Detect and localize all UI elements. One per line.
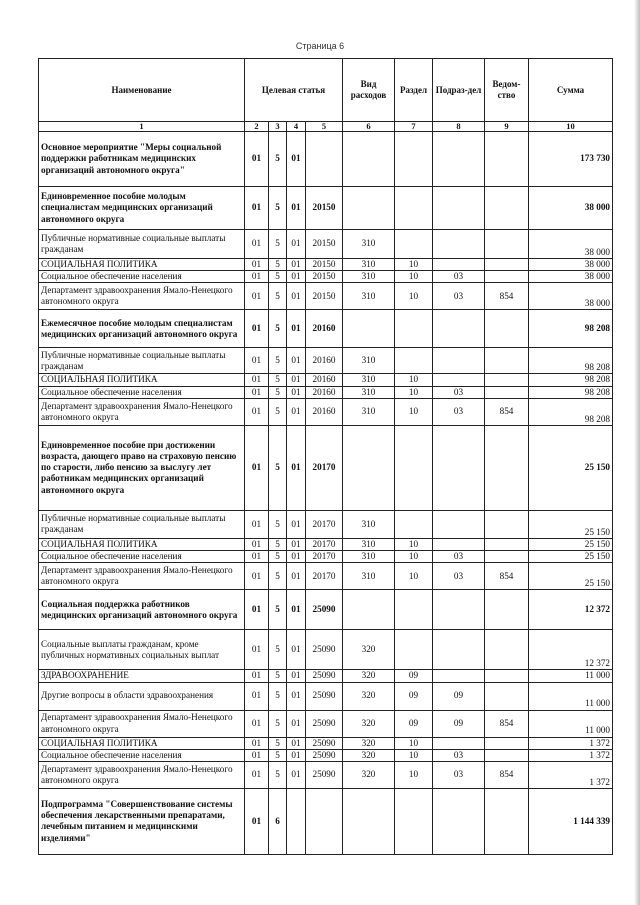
row-sum: 12 372 <box>529 590 613 630</box>
target-article-part3: 01 <box>287 283 306 310</box>
row-name: Социальная поддержка работников медицинских организаций автономного округа <box>39 590 245 630</box>
target-article-part2: 5 <box>269 749 287 761</box>
header-sum: Сумма <box>529 59 613 122</box>
department-code <box>485 374 529 386</box>
row-sum: 1 144 339 <box>529 788 613 854</box>
row-sum: 25 150 <box>529 425 613 510</box>
row-name: СОЦИАЛЬНАЯ ПОЛИТИКА <box>39 737 245 749</box>
row-sum: 38 000 <box>529 283 613 310</box>
row-sum: 12 372 <box>529 630 613 670</box>
row-name: Публичные нормативные социальные выплаты гражданам <box>39 510 245 538</box>
department-code <box>485 187 529 230</box>
row-sum: 38 000 <box>529 271 613 283</box>
department-code <box>485 132 529 187</box>
target-article-part3: 01 <box>287 425 306 510</box>
subsection-code: 03 <box>433 749 485 761</box>
row-name: Публичные нормативные социальные выплаты гражданам <box>39 348 245 374</box>
row-name: Основное мероприятие "Меры социальной поддержки работникам медицинских организаций автономного округа" <box>39 132 245 187</box>
subsection-code <box>433 425 485 510</box>
target-article-part3: 01 <box>287 670 306 682</box>
subsection-code: 03 <box>433 551 485 563</box>
table-row <box>39 761 613 788</box>
page-number-label: Страница 6 <box>295 41 345 51</box>
expense-kind: 310 <box>343 510 395 538</box>
section-code <box>395 510 433 538</box>
row-sum: 173 730 <box>529 132 613 187</box>
department-code: 854 <box>485 283 529 310</box>
subsection-code <box>433 132 485 187</box>
section-code <box>395 425 433 510</box>
section-code: 10 <box>395 398 433 425</box>
target-article-part1: 01 <box>245 230 269 259</box>
row-sum: 98 208 <box>529 398 613 425</box>
target-article-part1: 01 <box>245 283 269 310</box>
table-row <box>39 710 613 737</box>
department-code <box>485 386 529 398</box>
row-name: Публичные нормативные социальные выплаты гражданам <box>39 230 245 259</box>
target-article-part1: 01 <box>245 310 269 348</box>
header-target-article: Целевая статья <box>245 59 343 122</box>
scan-edge-shadow <box>634 0 640 905</box>
target-article-code: 25090 <box>306 710 343 737</box>
target-article-code: 20170 <box>306 551 343 563</box>
subsection-code: 03 <box>433 398 485 425</box>
target-article-code: 20150 <box>306 259 343 271</box>
target-article-part2: 5 <box>269 737 287 749</box>
target-article-part2: 5 <box>269 283 287 310</box>
department-code <box>485 348 529 374</box>
column-number: 5 <box>306 122 343 132</box>
target-article-part2: 5 <box>269 187 287 230</box>
target-article-part3: 01 <box>287 386 306 398</box>
target-article-part3 <box>287 788 306 854</box>
target-article-part2: 5 <box>269 670 287 682</box>
department-code <box>485 682 529 710</box>
expense-kind: 310 <box>343 538 395 550</box>
row-name: Социальные выплаты гражданам, кроме публичных нормативных социальных выплат <box>39 630 245 670</box>
target-article-part1: 01 <box>245 563 269 590</box>
target-article-code: 25090 <box>306 682 343 710</box>
department-code <box>485 630 529 670</box>
subsection-code: 03 <box>433 563 485 590</box>
target-article-code: 25090 <box>306 630 343 670</box>
target-article-part3: 01 <box>287 563 306 590</box>
expense-kind: 310 <box>343 563 395 590</box>
table-row <box>39 682 613 710</box>
expense-kind: 310 <box>343 259 395 271</box>
department-code <box>485 259 529 271</box>
target-article-code: 20170 <box>306 538 343 550</box>
header-department: Ведом-ство <box>485 59 529 122</box>
section-code: 09 <box>395 710 433 737</box>
table-row <box>39 230 613 259</box>
subsection-code <box>433 538 485 550</box>
target-article-part3: 01 <box>287 187 306 230</box>
subsection-code <box>433 510 485 538</box>
section-code <box>395 310 433 348</box>
target-article-part1: 01 <box>245 788 269 854</box>
target-article-part3: 01 <box>287 230 306 259</box>
table-row <box>39 788 613 854</box>
subsection-code <box>433 374 485 386</box>
header-subsection: Подраз-дел <box>433 59 485 122</box>
target-article-part1: 01 <box>245 187 269 230</box>
table-row <box>39 590 613 630</box>
row-name: Единовременное пособие молодым специалистам медицинских организаций автономного округа <box>39 187 245 230</box>
target-article-code <box>306 132 343 187</box>
row-name: Ежемесячное пособие молодым специалистам медицинских организаций автономного округа <box>39 310 245 348</box>
subsection-code <box>433 187 485 230</box>
expense-kind <box>343 788 395 854</box>
target-article-part1: 01 <box>245 259 269 271</box>
target-article-part2: 5 <box>269 259 287 271</box>
column-number: 9 <box>485 122 529 132</box>
table-row <box>39 259 613 271</box>
budget-table <box>38 58 613 855</box>
target-article-code: 20150 <box>306 230 343 259</box>
target-article-part3: 01 <box>287 510 306 538</box>
target-article-part1: 01 <box>245 630 269 670</box>
subsection-code: 03 <box>433 386 485 398</box>
department-code <box>485 510 529 538</box>
row-name: СОЦИАЛЬНАЯ ПОЛИТИКА <box>39 538 245 550</box>
target-article-part2: 5 <box>269 310 287 348</box>
row-name: Департамент здравоохранения Ямало-Ненецкого автономного округа <box>39 761 245 788</box>
target-article-code: 20160 <box>306 310 343 348</box>
target-article-part1: 01 <box>245 425 269 510</box>
section-code <box>395 348 433 374</box>
expense-kind <box>343 310 395 348</box>
section-code: 10 <box>395 761 433 788</box>
section-code <box>395 187 433 230</box>
department-code <box>485 551 529 563</box>
section-code: 10 <box>395 283 433 310</box>
section-code <box>395 590 433 630</box>
target-article-part3: 01 <box>287 348 306 374</box>
target-article-part3: 01 <box>287 538 306 550</box>
target-article-part2: 5 <box>269 590 287 630</box>
department-code <box>485 737 529 749</box>
target-article-part1: 01 <box>245 386 269 398</box>
row-name: Социальное обеспечение населения <box>39 551 245 563</box>
row-sum: 25 150 <box>529 551 613 563</box>
target-article-part1: 01 <box>245 710 269 737</box>
header-section: Раздел <box>395 59 433 122</box>
row-name: Социальное обеспечение населения <box>39 749 245 761</box>
section-code <box>395 630 433 670</box>
column-number: 3 <box>269 122 287 132</box>
row-sum: 25 150 <box>529 538 613 550</box>
target-article-part1: 01 <box>245 538 269 550</box>
row-sum: 11 000 <box>529 682 613 710</box>
column-number: 10 <box>529 122 613 132</box>
target-article-code: 20160 <box>306 398 343 425</box>
target-article-code: 20150 <box>306 283 343 310</box>
target-article-part1: 01 <box>245 398 269 425</box>
column-number: 6 <box>343 122 395 132</box>
target-article-part1: 01 <box>245 761 269 788</box>
target-article-code <box>306 788 343 854</box>
department-code: 854 <box>485 710 529 737</box>
section-code <box>395 132 433 187</box>
row-name: Подпрограмма "Совершенствование системы обеспечения лекарственными препаратами, лечебным питанием и медицинскими изделиями" <box>39 788 245 854</box>
expense-kind: 310 <box>343 386 395 398</box>
column-number: 1 <box>39 122 245 132</box>
expense-kind: 310 <box>343 374 395 386</box>
table-row <box>39 310 613 348</box>
table-row <box>39 551 613 563</box>
target-article-code: 20170 <box>306 563 343 590</box>
department-code <box>485 538 529 550</box>
table-row <box>39 283 613 310</box>
subsection-code <box>433 788 485 854</box>
department-code <box>485 230 529 259</box>
expense-kind: 320 <box>343 761 395 788</box>
target-article-part1: 01 <box>245 271 269 283</box>
table-row <box>39 348 613 374</box>
target-article-part1: 01 <box>245 510 269 538</box>
section-code: 10 <box>395 551 433 563</box>
expense-kind: 320 <box>343 682 395 710</box>
row-sum: 98 208 <box>529 310 613 348</box>
expense-kind: 310 <box>343 283 395 310</box>
target-article-part2: 5 <box>269 398 287 425</box>
table-row <box>39 749 613 761</box>
row-sum: 25 150 <box>529 510 613 538</box>
target-article-part2: 5 <box>269 271 287 283</box>
target-article-code: 20160 <box>306 374 343 386</box>
subsection-code: 03 <box>433 761 485 788</box>
department-code <box>485 788 529 854</box>
target-article-code: 25090 <box>306 590 343 630</box>
row-name: Департамент здравоохранения Ямало-Ненецкого автономного округа <box>39 398 245 425</box>
target-article-code: 20150 <box>306 271 343 283</box>
target-article-part2: 5 <box>269 682 287 710</box>
section-code: 09 <box>395 682 433 710</box>
target-article-code: 20170 <box>306 510 343 538</box>
row-sum: 1 372 <box>529 737 613 749</box>
target-article-part1: 01 <box>245 749 269 761</box>
section-code: 10 <box>395 271 433 283</box>
target-article-part2: 5 <box>269 425 287 510</box>
department-code <box>485 425 529 510</box>
section-code <box>395 788 433 854</box>
expense-kind: 320 <box>343 737 395 749</box>
target-article-part2: 6 <box>269 788 287 854</box>
target-article-part3: 01 <box>287 398 306 425</box>
section-code: 10 <box>395 563 433 590</box>
target-article-part3: 01 <box>287 630 306 670</box>
target-article-part2: 5 <box>269 710 287 737</box>
target-article-part2: 5 <box>269 563 287 590</box>
department-code <box>485 590 529 630</box>
table-body <box>39 132 613 855</box>
expense-kind <box>343 132 395 187</box>
target-article-part1: 01 <box>245 737 269 749</box>
department-code <box>485 670 529 682</box>
target-article-code: 25090 <box>306 670 343 682</box>
subsection-code <box>433 590 485 630</box>
target-article-part2: 5 <box>269 132 287 187</box>
department-code <box>485 749 529 761</box>
table-row <box>39 398 613 425</box>
target-article-part2: 5 <box>269 374 287 386</box>
table-header <box>39 59 613 132</box>
row-sum: 98 208 <box>529 374 613 386</box>
expense-kind <box>343 187 395 230</box>
table-row <box>39 737 613 749</box>
table-row <box>39 271 613 283</box>
department-code <box>485 310 529 348</box>
target-article-code: 20160 <box>306 348 343 374</box>
expense-kind <box>343 590 395 630</box>
target-article-code: 25090 <box>306 737 343 749</box>
expense-kind: 310 <box>343 348 395 374</box>
target-article-part3: 01 <box>287 590 306 630</box>
subsection-code: 09 <box>433 710 485 737</box>
expense-kind: 320 <box>343 630 395 670</box>
section-code: 10 <box>395 538 433 550</box>
target-article-code: 20160 <box>306 386 343 398</box>
subsection-code <box>433 230 485 259</box>
table-row <box>39 374 613 386</box>
expense-kind: 310 <box>343 271 395 283</box>
subsection-code <box>433 630 485 670</box>
row-sum: 38 000 <box>529 230 613 259</box>
row-sum: 11 000 <box>529 670 613 682</box>
target-article-part1: 01 <box>245 682 269 710</box>
table-row <box>39 538 613 550</box>
row-sum: 25 150 <box>529 563 613 590</box>
table-row <box>39 132 613 187</box>
row-sum: 1 372 <box>529 749 613 761</box>
table-row <box>39 386 613 398</box>
subsection-code: 09 <box>433 682 485 710</box>
target-article-part3: 01 <box>287 551 306 563</box>
target-article-part2: 5 <box>269 630 287 670</box>
column-number: 2 <box>245 122 269 132</box>
row-name: Департамент здравоохранения Ямало-Ненецкого автономного округа <box>39 283 245 310</box>
subsection-code: 03 <box>433 271 485 283</box>
department-code <box>485 271 529 283</box>
target-article-code: 25090 <box>306 749 343 761</box>
target-article-part2: 5 <box>269 761 287 788</box>
expense-kind: 320 <box>343 670 395 682</box>
section-code <box>395 230 433 259</box>
section-code: 10 <box>395 374 433 386</box>
table-row <box>39 563 613 590</box>
section-code: 10 <box>395 737 433 749</box>
target-article-part2: 5 <box>269 386 287 398</box>
target-article-part2: 5 <box>269 538 287 550</box>
subsection-code <box>433 670 485 682</box>
target-article-part1: 01 <box>245 590 269 630</box>
target-article-part3: 01 <box>287 710 306 737</box>
subsection-code <box>433 737 485 749</box>
row-sum: 98 208 <box>529 386 613 398</box>
target-article-part3: 01 <box>287 749 306 761</box>
row-name: Социальное обеспечение населения <box>39 271 245 283</box>
target-article-part2: 5 <box>269 348 287 374</box>
row-sum: 38 000 <box>529 187 613 230</box>
section-code: 10 <box>395 259 433 271</box>
target-article-part3: 01 <box>287 271 306 283</box>
subsection-code <box>433 259 485 271</box>
target-article-part3: 01 <box>287 132 306 187</box>
expense-kind: 310 <box>343 398 395 425</box>
table-row <box>39 670 613 682</box>
column-number: 4 <box>287 122 306 132</box>
target-article-code: 20170 <box>306 425 343 510</box>
row-name: Департамент здравоохранения Ямало-Ненецкого автономного округа <box>39 710 245 737</box>
target-article-part1: 01 <box>245 374 269 386</box>
expense-kind <box>343 425 395 510</box>
table-row <box>39 510 613 538</box>
table-row <box>39 187 613 230</box>
department-code: 854 <box>485 563 529 590</box>
expense-kind: 310 <box>343 230 395 259</box>
column-number: 7 <box>395 122 433 132</box>
target-article-part3: 01 <box>287 374 306 386</box>
target-article-part2: 5 <box>269 551 287 563</box>
target-article-part3: 01 <box>287 259 306 271</box>
row-name: Социальное обеспечение населения <box>39 386 245 398</box>
row-name: СОЦИАЛЬНАЯ ПОЛИТИКА <box>39 259 245 271</box>
target-article-part1: 01 <box>245 132 269 187</box>
subsection-code <box>433 310 485 348</box>
target-article-code: 20150 <box>306 187 343 230</box>
row-sum: 11 000 <box>529 710 613 737</box>
column-number-row <box>39 122 613 132</box>
target-article-part2: 5 <box>269 510 287 538</box>
target-article-part3: 01 <box>287 737 306 749</box>
target-article-part3: 01 <box>287 310 306 348</box>
row-sum: 1 372 <box>529 761 613 788</box>
department-code: 854 <box>485 761 529 788</box>
column-number: 8 <box>433 122 485 132</box>
section-code: 10 <box>395 749 433 761</box>
target-article-part1: 01 <box>245 348 269 374</box>
expense-kind: 320 <box>343 710 395 737</box>
section-code: 09 <box>395 670 433 682</box>
row-name: ЗДРАВООХРАНЕНИЕ <box>39 670 245 682</box>
section-code: 10 <box>395 386 433 398</box>
target-article-part3: 01 <box>287 761 306 788</box>
header-name: Наименование <box>39 59 245 122</box>
row-name: СОЦИАЛЬНАЯ ПОЛИТИКА <box>39 374 245 386</box>
expense-kind: 310 <box>343 551 395 563</box>
table-row <box>39 630 613 670</box>
row-sum: 38 000 <box>529 259 613 271</box>
target-article-code: 25090 <box>306 761 343 788</box>
header-expense-kind: Вид расходов <box>343 59 395 122</box>
row-name: Единовременное пособие при достижении возраста, дающего право на страховую пенсию по старости, либо пенсию за выслугу лет работникам медицинских организаций автономного округа <box>39 425 245 510</box>
row-name: Департамент здравоохранения Ямало-Ненецкого автономного округа <box>39 563 245 590</box>
target-article-part2: 5 <box>269 230 287 259</box>
subsection-code: 03 <box>433 283 485 310</box>
target-article-part3: 01 <box>287 682 306 710</box>
target-article-part1: 01 <box>245 670 269 682</box>
target-article-part1: 01 <box>245 551 269 563</box>
table-row <box>39 425 613 510</box>
subsection-code <box>433 348 485 374</box>
row-sum: 98 208 <box>529 348 613 374</box>
row-name: Другие вопросы в области здравоохранения <box>39 682 245 710</box>
department-code: 854 <box>485 398 529 425</box>
expense-kind: 320 <box>343 749 395 761</box>
